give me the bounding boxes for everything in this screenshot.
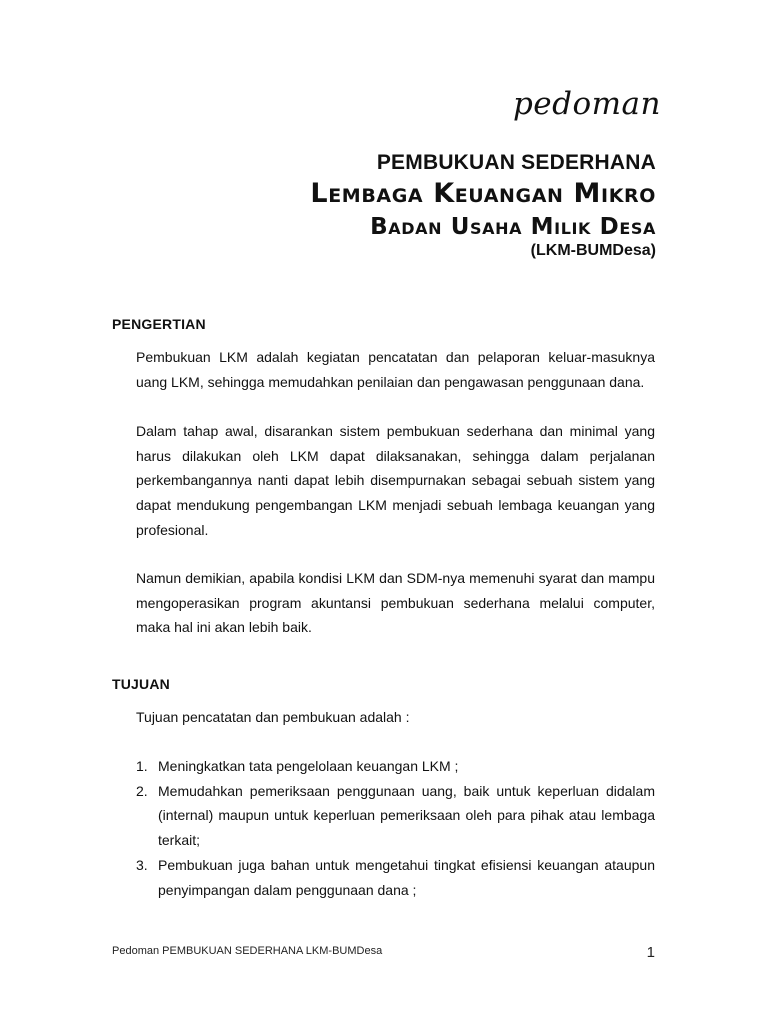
title-block: [310, 150, 656, 261]
list-item-number: 3.: [136, 856, 148, 873]
title-line-2: Lembaga Keuangan Mikro: [310, 178, 656, 209]
paragraph-2: Dalam tahap awal, disarankan sistem pembukuan sederhana dan minimal yang harus dilakukan oleh LKM dapat dilaksanakan, sehingga dalam perjalanan perkembangannya nanti dapat lebih disempurnakan sebagai sebuah sistem yang dapat mendukung pengembangan LKM menjadi sebuah lembaga keuangan yang profesional.: [136, 423, 655, 538]
paragraph-1: Pembukuan LKM adalah kegiatan pencatatan dan pelaporan keluar-masuknya uang LKM, sehingga memudahkan penilaian dan pengawasan penggunaan dana.: [136, 349, 655, 390]
list-item: [136, 853, 655, 902]
footer-text: Pedoman PEMBUKUAN SEDERHANA LKM-BUMDesa: [112, 945, 383, 957]
list-item-text: Memudahkan pemeriksaan penggunaan uang, baik untuk keperluan didalam (internal) maupun untuk keperluan pemeriksaan oleh para pihak atau lembaga terkait;: [158, 782, 655, 849]
page-number: 1: [646, 944, 655, 961]
list-item: [136, 754, 655, 779]
paragraph-3: Namun demikian, apabila kondisi LKM dan SDM-nya memenuhi syarat dan mampu mengoperasikan program akuntansi pembukuan sederhana melalui computer, maka hal ini akan lebih baik.: [136, 570, 655, 636]
section-heading-tujuan: TUJUAN: [112, 676, 170, 692]
list-item: [136, 779, 655, 853]
list-item-text: Pembukuan juga bahan untuk mengetahui tingkat efisiensi keuangan ataupun penyimpangan dalam penggunaan dana ;: [158, 856, 655, 898]
tujuan-intro: Tujuan pencatatan dan pembukuan adalah :: [136, 709, 410, 725]
list-item-number: 1.: [136, 758, 148, 774]
title-line-3: Badan Usaha Milik Desa: [370, 214, 656, 240]
script-heading: pedoman: [512, 86, 661, 122]
title-line-4: (LKM-BUMDesa): [530, 242, 656, 259]
list-item-text: Meningkatkan tata pengelolaan keuangan LKM ;: [158, 758, 459, 774]
list-item-number: 2.: [136, 782, 148, 799]
section-heading-pengertian: PENGERTIAN: [112, 316, 206, 332]
title-line-1: PEMBUKUAN SEDERHANA: [376, 151, 656, 174]
tujuan-list: [136, 754, 655, 902]
